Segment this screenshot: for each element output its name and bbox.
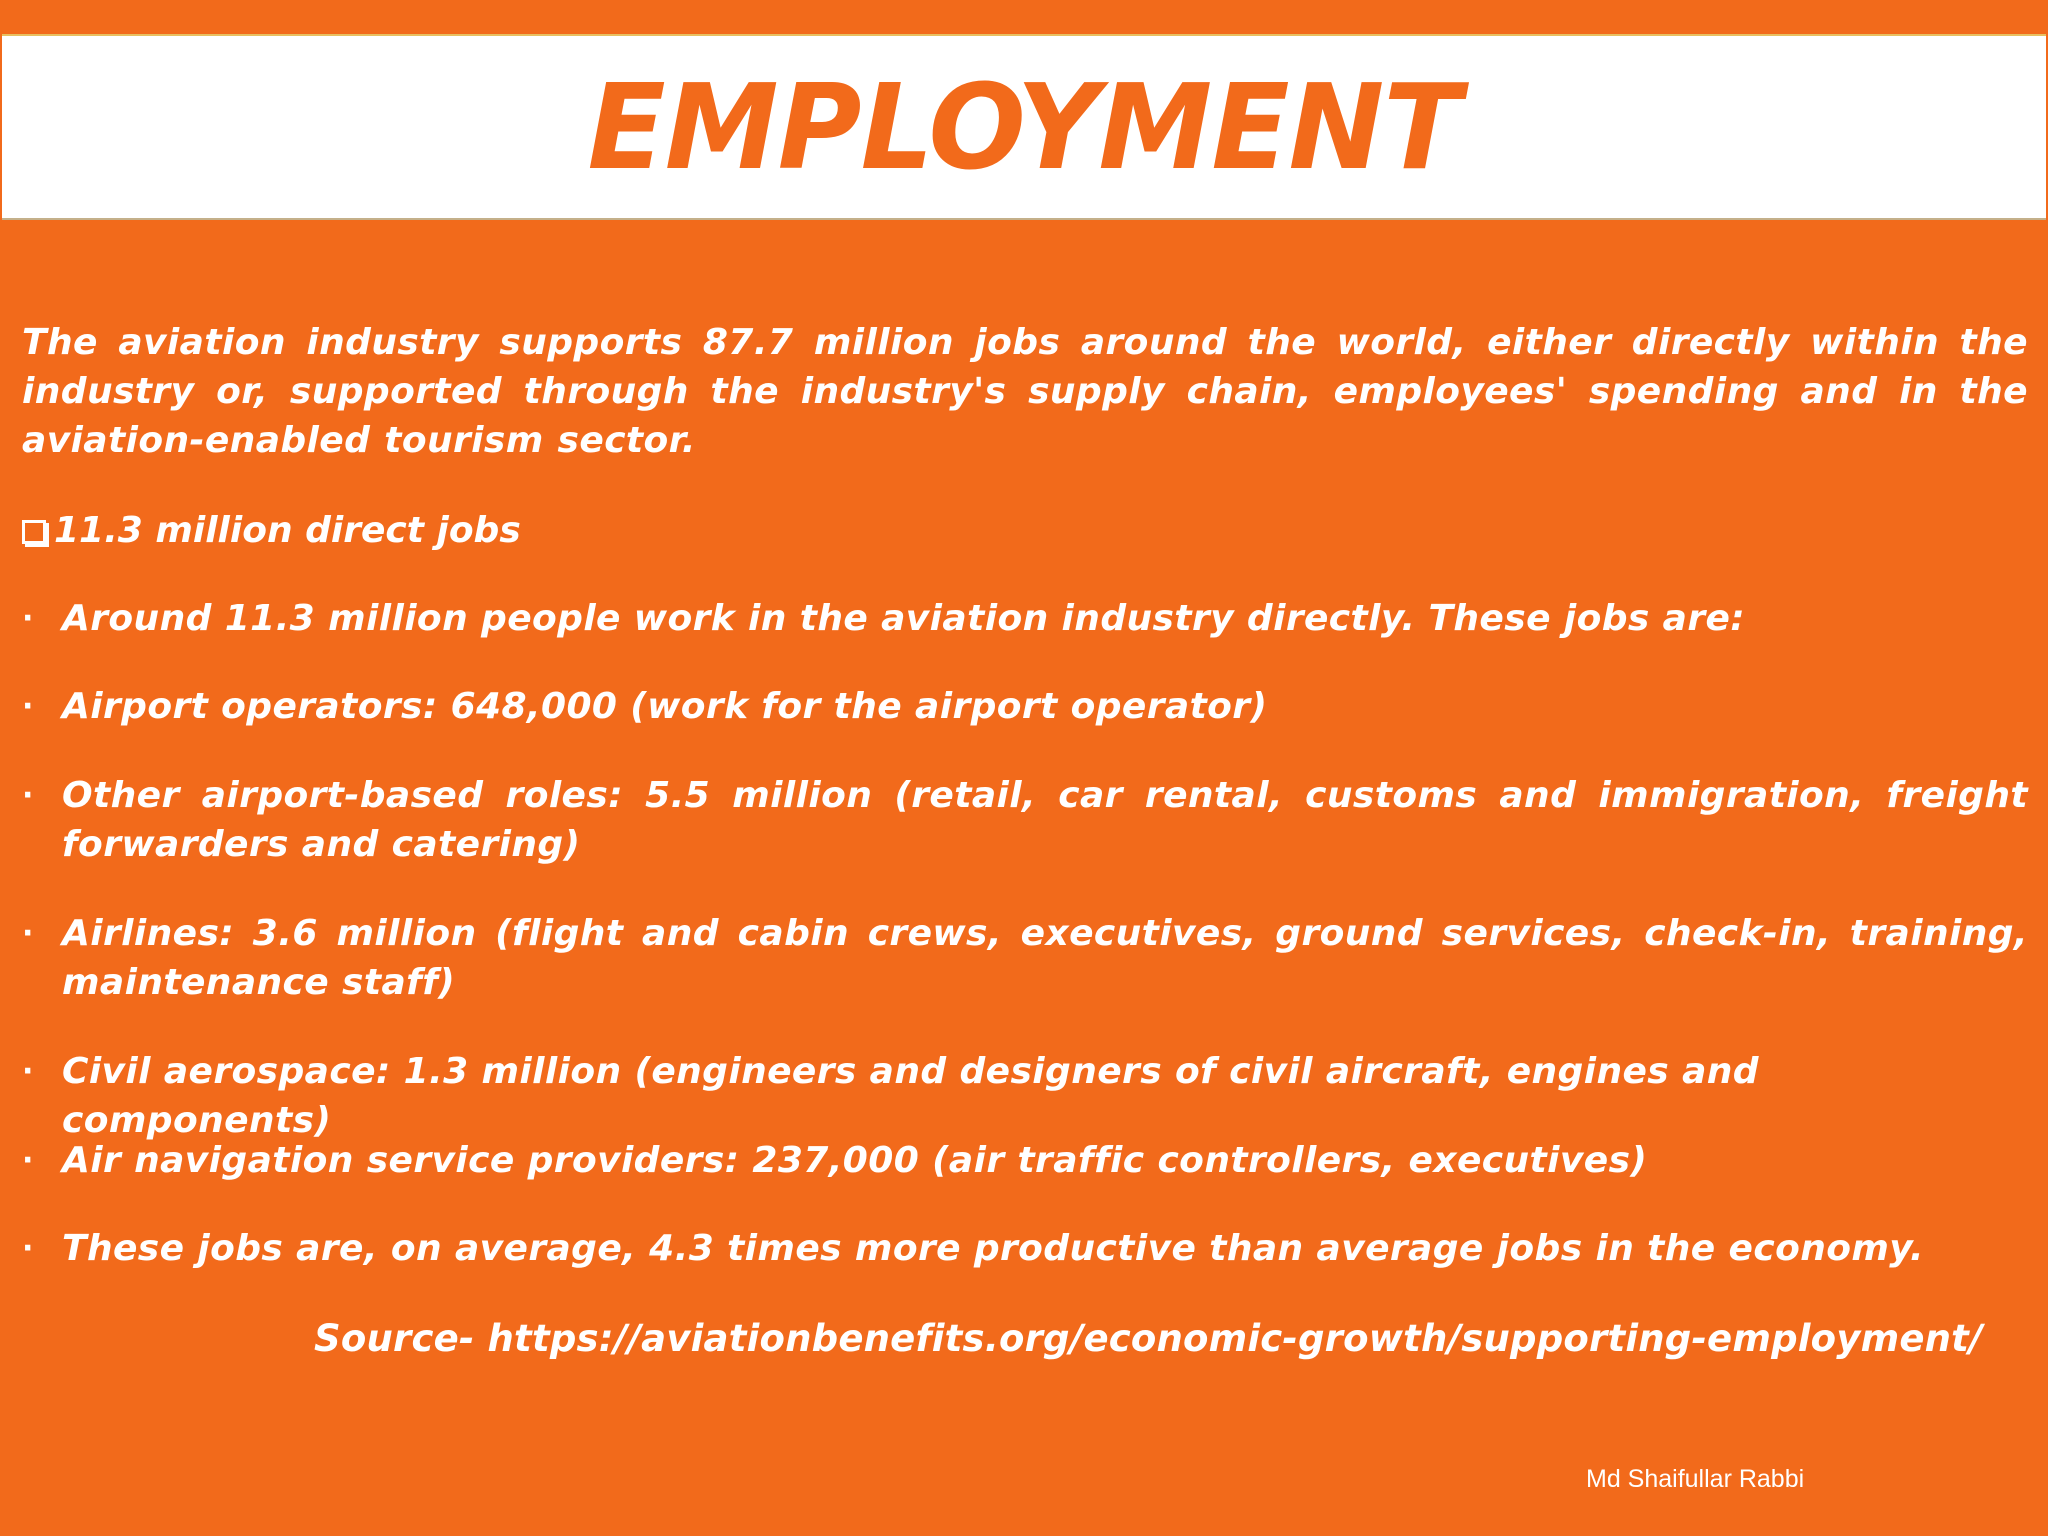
bullet-dot-icon: ·	[22, 601, 34, 636]
bullet-item	[22, 1136, 2028, 1185]
checkbox-bullet-icon	[22, 520, 46, 544]
title-band	[2, 34, 2046, 220]
bullet-item	[22, 594, 2028, 643]
bullet-item	[22, 909, 2028, 1007]
bullet-text: Airport operators: 648,000 (work for the airport operator)	[62, 686, 1268, 727]
bullet-dot-icon: ·	[22, 778, 34, 813]
bullet-dot-icon: ·	[22, 689, 34, 724]
source-citation: Source- https://aviationbenefits.org/economic-growth/supporting-employment/	[314, 1317, 1983, 1360]
intro-paragraph: The aviation industry supports 87.7 million jobs around the world, either directly within the industry or, supported through the industry's supply chain, employees' spending and in the aviation-enabled tourism sector.	[22, 322, 2028, 461]
bullet-dot-icon: ·	[22, 1054, 34, 1089]
bullet-item	[22, 682, 2028, 731]
bullet-item	[22, 1224, 2028, 1273]
direct-jobs-heading	[22, 506, 521, 555]
bullet-dot-icon: ·	[22, 916, 34, 951]
bullet-text: Airlines: 3.6 million (flight and cabin crews, executives, ground services, check-in, training, maintenance staff)	[62, 913, 2028, 1003]
bullet-dot-icon: ·	[22, 1231, 34, 1266]
slide-content	[22, 318, 2028, 1269]
bullet-text: Civil aerospace: 1.3 million (engineers and designers of civil aircraft, engines and components)	[62, 1051, 1759, 1141]
bullet-item	[22, 1047, 2028, 1145]
bullet-dot-icon: ·	[22, 1143, 34, 1178]
bullet-text: Other airport-based roles: 5.5 million (retail, car rental, customs and immigration, freight forwarders and catering)	[62, 775, 2028, 865]
slide-title: EMPLOYMENT	[587, 58, 1461, 196]
author-credit: Md Shaifullar Rabbi	[1586, 1465, 1805, 1493]
bullet-text: Around 11.3 million people work in the aviation industry directly. These jobs are:	[62, 598, 1746, 639]
bullet-item	[22, 771, 2028, 869]
direct-jobs-heading-text: 11.3 million direct jobs	[54, 510, 521, 551]
bullet-text: Air navigation service providers: 237,000 (air traffic controllers, executives)	[62, 1140, 1648, 1181]
bullet-text: These jobs are, on average, 4.3 times more productive than average jobs in the economy.	[62, 1228, 1924, 1269]
